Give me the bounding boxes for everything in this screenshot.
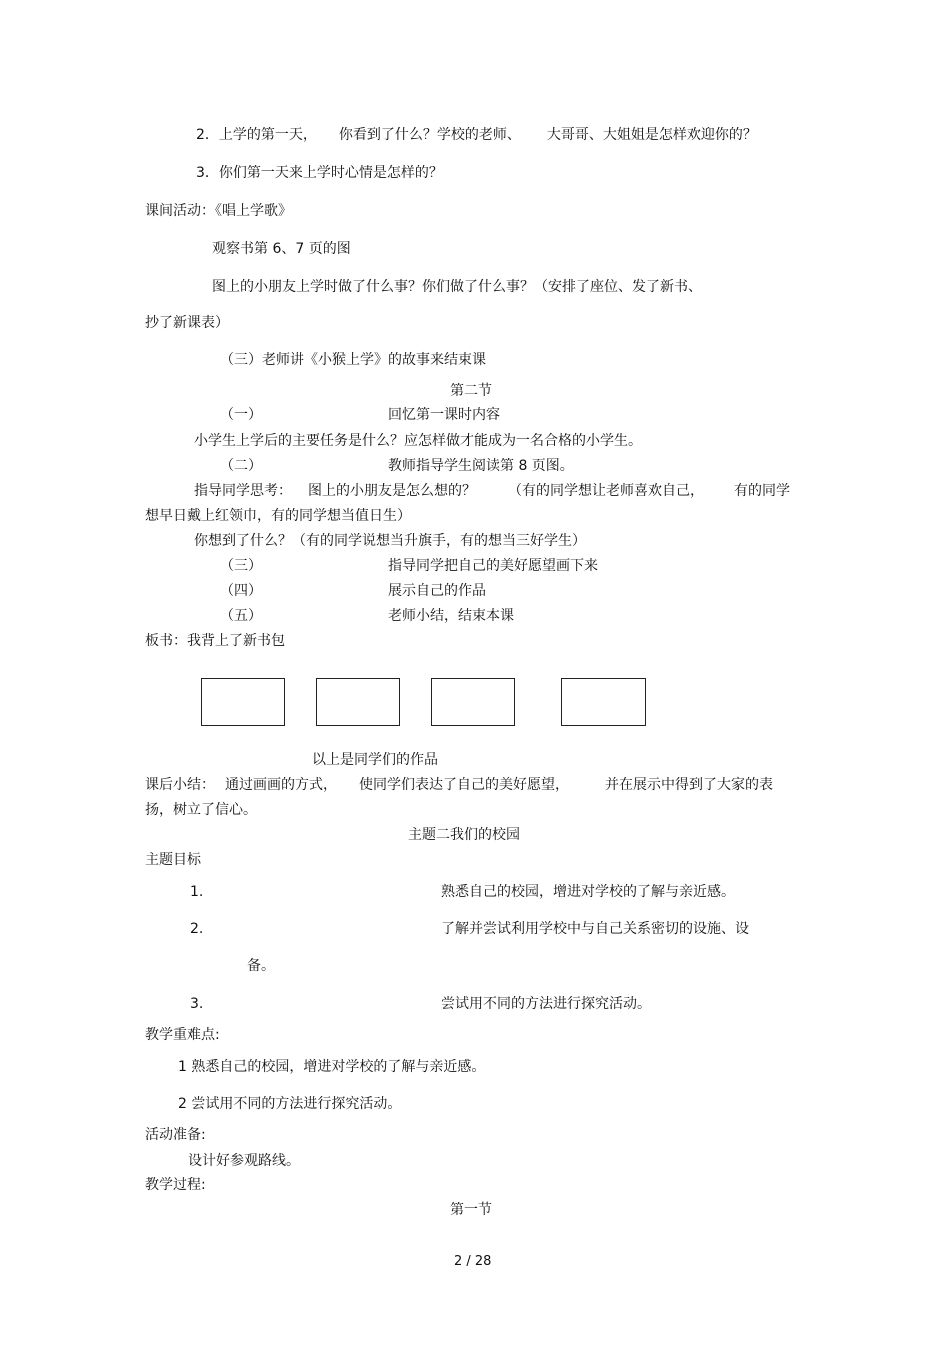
step-num-3: （三） — [220, 558, 262, 574]
step-text-3: 指导同学把自己的美好愿望画下来 — [388, 558, 598, 574]
question-3: 3．你们第一天来上学时心情是怎样的？ — [196, 165, 443, 181]
question-2-part-3: 大哥哥、大姐姐是怎样欢迎你的？ — [546, 127, 757, 143]
break-activity: 课间活动：《唱上学歌》 — [145, 203, 292, 219]
preparation-text: 设计好参观路线。 — [188, 1153, 300, 1169]
lesson-summary — [145, 777, 773, 793]
question-2-part-1: 2．上学的第一天， — [196, 127, 317, 143]
step-num-5: （五） — [220, 608, 262, 624]
step-num-2: （二） — [220, 458, 262, 474]
main-task-question: 小学生上学后的主要任务是什么？应怎样做才能成为一名合格的小学生。 — [194, 433, 642, 449]
section-heading-first: 第一节 — [450, 1202, 492, 1218]
figure-question: 图上的小朋友上学时做了什么事？你们做了什么事？（安排了座位、发了新书、 — [212, 279, 702, 295]
step-num-1: （一） — [220, 407, 262, 423]
goal-text-2-cont: 备。 — [247, 958, 275, 974]
section-heading-second: 第二节 — [450, 383, 492, 399]
step-text-2: 教师指导学生阅读第 8 页图。 — [388, 458, 574, 474]
theme-2-title: 主题二我们的校园 — [408, 827, 520, 843]
lesson-summary-part-3: 使同学们表达了自己的美好愿望， — [359, 777, 569, 793]
question-2 — [196, 127, 757, 143]
goal-num-2: 2. — [190, 921, 204, 937]
preparation-heading: 活动准备: — [145, 1127, 206, 1143]
artwork-box — [201, 678, 285, 726]
blackboard-title: 板书：我背上了新书包 — [145, 633, 285, 649]
question-2-part-2: 你看到了什么？学校的老师、 — [338, 127, 521, 143]
guide-thinking — [194, 483, 790, 499]
story-ending: （三）老师讲《小猴上学》的故事来结束课 — [220, 352, 486, 368]
artwork-box — [316, 678, 400, 726]
guide-thinking-cont: 想早日戴上红领巾，有的同学想当值日生） — [145, 508, 411, 524]
goal-num-3: 3. — [190, 996, 204, 1012]
goal-text-1: 熟悉自己的校园，增进对学校的了解与亲近感。 — [441, 884, 735, 900]
what-did-you-think: 你想到了什么？（有的同学说想当升旗手，有的想当三好学生） — [194, 533, 586, 549]
page-number: 2 / 28 — [454, 1254, 492, 1269]
goal-text-3: 尝试用不同的方法进行探究活动。 — [441, 996, 651, 1012]
key-point-1: 1 熟悉自己的校园，增进对学校的了解与亲近感。 — [178, 1059, 486, 1075]
process-heading: 教学过程: — [145, 1177, 206, 1193]
key-point-2: 2 尝试用不同的方法进行探究活动。 — [178, 1096, 402, 1112]
step-text-5: 老师小结，结束本课 — [388, 608, 514, 624]
key-points-heading: 教学重难点: — [145, 1027, 220, 1043]
lesson-summary-cont: 扬，树立了信心。 — [145, 802, 257, 818]
goal-text-2: 了解并尝试利用学校中与自己关系密切的设施、设 — [441, 921, 749, 937]
artwork-box — [561, 678, 646, 726]
lesson-summary-part-2: 通过画画的方式， — [225, 777, 337, 793]
step-num-4: （四） — [220, 583, 262, 599]
guide-thinking-part-3: （有的同学想让老师喜欢自己， — [508, 483, 704, 499]
step-text-1: 回忆第一课时内容 — [388, 407, 500, 423]
guide-thinking-part-4: 有的同学 — [734, 483, 790, 499]
observe-figure: 观察书第 6、7 页的图 — [212, 241, 351, 257]
figure-question-cont: 抄了新课表） — [145, 315, 229, 331]
guide-thinking-part-2: 图上的小朋友是怎么想的？ — [308, 483, 476, 499]
goal-num-1: 1. — [190, 884, 204, 900]
guide-thinking-part-1: 指导同学思考： — [194, 483, 292, 499]
artwork-caption: 以上是同学们的作品 — [312, 752, 438, 768]
artwork-box — [431, 678, 515, 726]
step-text-4: 展示自己的作品 — [388, 583, 486, 599]
theme-goals-heading: 主题目标 — [145, 852, 201, 868]
lesson-summary-part-1: 课后小结： — [145, 777, 215, 793]
lesson-summary-part-4: 并在展示中得到了大家的表 — [605, 777, 773, 793]
